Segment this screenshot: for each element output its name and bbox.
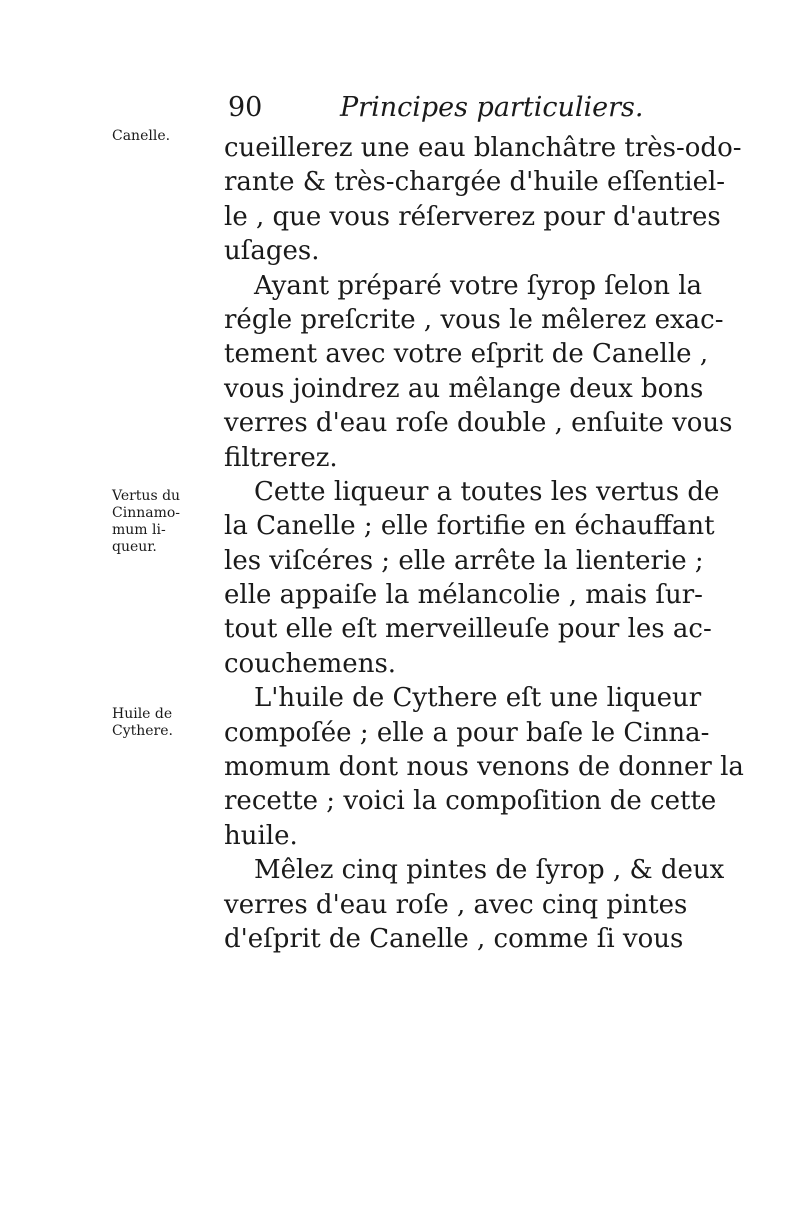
body-line: verres d'eau roſe , avec cinq pintes bbox=[224, 889, 688, 920]
body-line: Mêlez cinq pintes de ſyrop , & deux bbox=[254, 855, 725, 886]
body-line: tout elle eſt merveilleuſe pour les ac- bbox=[224, 614, 712, 645]
body-line: recette ; voici la compoſition de cette bbox=[224, 786, 717, 817]
body-line: vous joindrez au mêlange deux bons bbox=[224, 373, 704, 404]
body-line: régle preſcrite , vous le mêlerez exac- bbox=[224, 304, 724, 335]
body-line: Ayant préparé votre ſyrop ſelon la bbox=[254, 270, 703, 301]
body-line: d'eſprit de Canelle , comme ſi vous bbox=[224, 923, 684, 954]
body-line: Cette liqueur a toutes les vertus de bbox=[254, 476, 720, 507]
body-line: verres d'eau roſe double , enſuite vous bbox=[224, 408, 733, 439]
body-line: huile. bbox=[224, 820, 298, 851]
margin-note-line: Huile de bbox=[112, 706, 173, 722]
running-title: Principes particuliers. bbox=[340, 92, 644, 123]
body-line: rante & très-chargée d'huile eſſentiel- bbox=[224, 167, 726, 198]
body-line: la Canelle ; elle fortifie en échauffant bbox=[224, 511, 715, 542]
margin-note-line: Cythere. bbox=[112, 723, 173, 739]
page-number: 90 bbox=[228, 92, 263, 123]
page-header bbox=[228, 92, 678, 126]
margin-note-huile bbox=[112, 706, 212, 740]
body-line: les viſcéres ; elle arrête la lienterie ; bbox=[224, 545, 704, 576]
body-line: tement avec votre eſprit de Canelle , bbox=[224, 339, 709, 370]
body-line: elle appaiſe la mélancolie , mais ſur- bbox=[224, 580, 703, 611]
margin-note-line: Canelle. bbox=[112, 128, 171, 144]
margin-note-line: Vertus du bbox=[112, 488, 181, 504]
body-line: compoſée ; elle a pour baſe le Cinna- bbox=[224, 717, 710, 748]
body-line: le , que vous réſerverez pour d'autres bbox=[224, 201, 721, 232]
body-line: filtrerez. bbox=[224, 442, 338, 473]
margin-note-canelle bbox=[112, 128, 212, 145]
margin-note-line: mum li- bbox=[112, 522, 166, 538]
margin-note-line: queur. bbox=[112, 539, 157, 555]
body-line: cueillerez une eau blanchâtre très-odo- bbox=[224, 133, 742, 163]
body-line: momum dont nous venons de donner la bbox=[224, 752, 744, 783]
margin-note-vertus bbox=[112, 488, 212, 556]
body-line: couchemens. bbox=[224, 648, 397, 679]
body-line: L'huile de Cythere eſt une liqueur bbox=[254, 683, 702, 714]
body-text bbox=[224, 131, 744, 956]
body-line: uſages. bbox=[224, 236, 320, 267]
margin-note-line: Cinnamo- bbox=[112, 505, 181, 521]
